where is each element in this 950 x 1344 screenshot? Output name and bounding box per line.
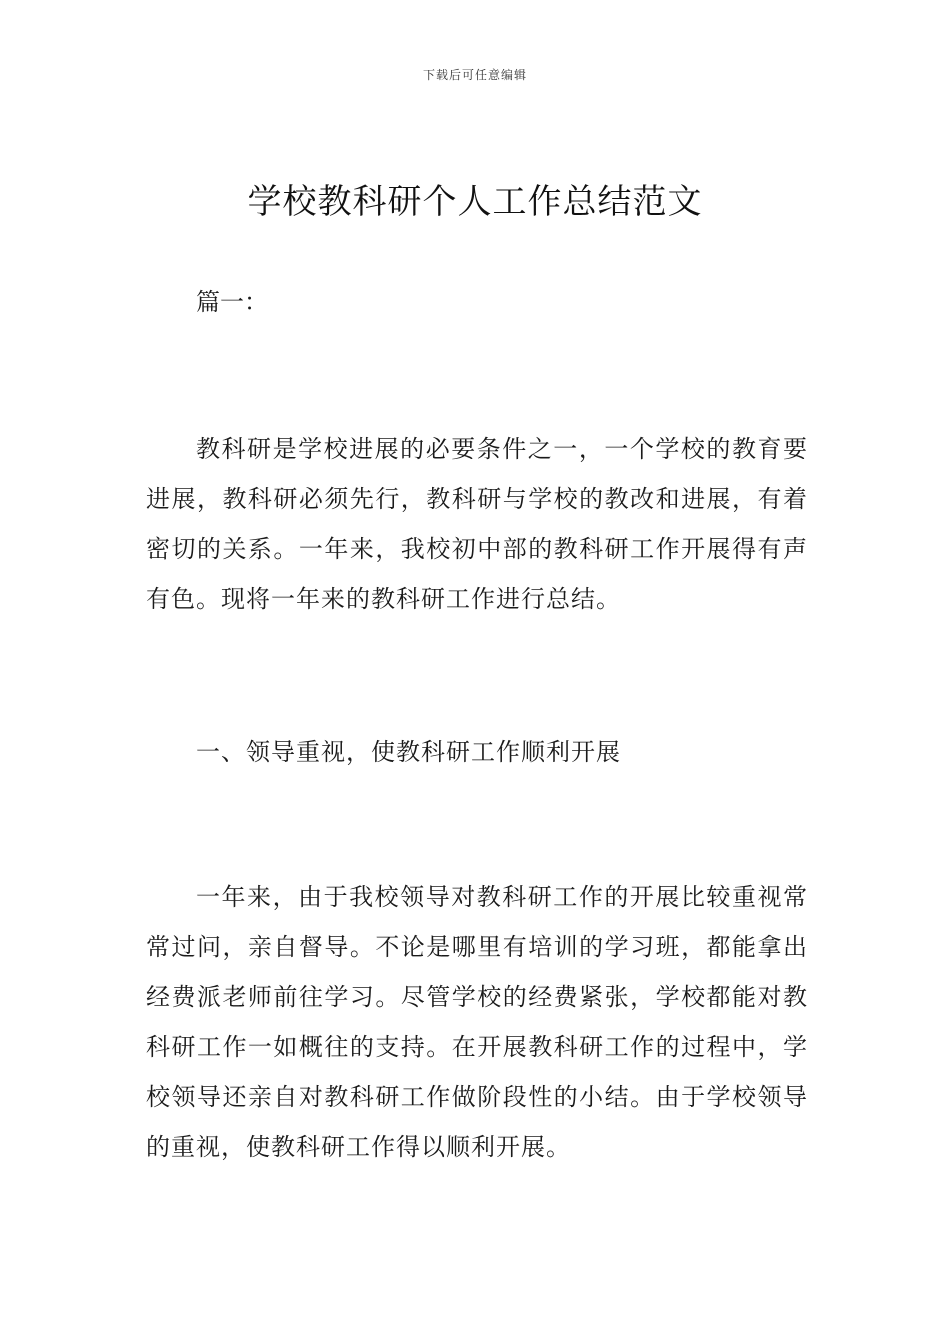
section-heading: 一、领导重视，使教科研工作顺利开展 bbox=[196, 738, 621, 766]
document-title: 学校教科研个人工作总结范文 bbox=[247, 182, 703, 222]
body-paragraph: 一年来，由于我校领导对教科研工作的开展比较重视常常过问，亲自督导。不论是哪里有培训的学习班，都能拿出经费派老师前往学习。尽管学校的经费紧张，学校都能对教科研工作一如概往的支持。在开展教科研工作的过程中，学校领导还亲自对教科研工作做阶段性的小结。由于学校领导的重视，使教科研工作得以顺利开展。 bbox=[146, 883, 808, 1161]
page-header-note: 下载后可任意编辑 bbox=[422, 68, 527, 82]
section-label: 篇一： bbox=[196, 288, 268, 316]
intro-paragraph: 教科研是学校进展的必要条件之一，一个学校的教育要进展，教科研必须先行，教科研与学校的教改和进展，有着密切的关系。一年来，我校初中部的教科研工作开展得有声有色。现将一年来的教科研工作进行总结。 bbox=[146, 435, 808, 613]
